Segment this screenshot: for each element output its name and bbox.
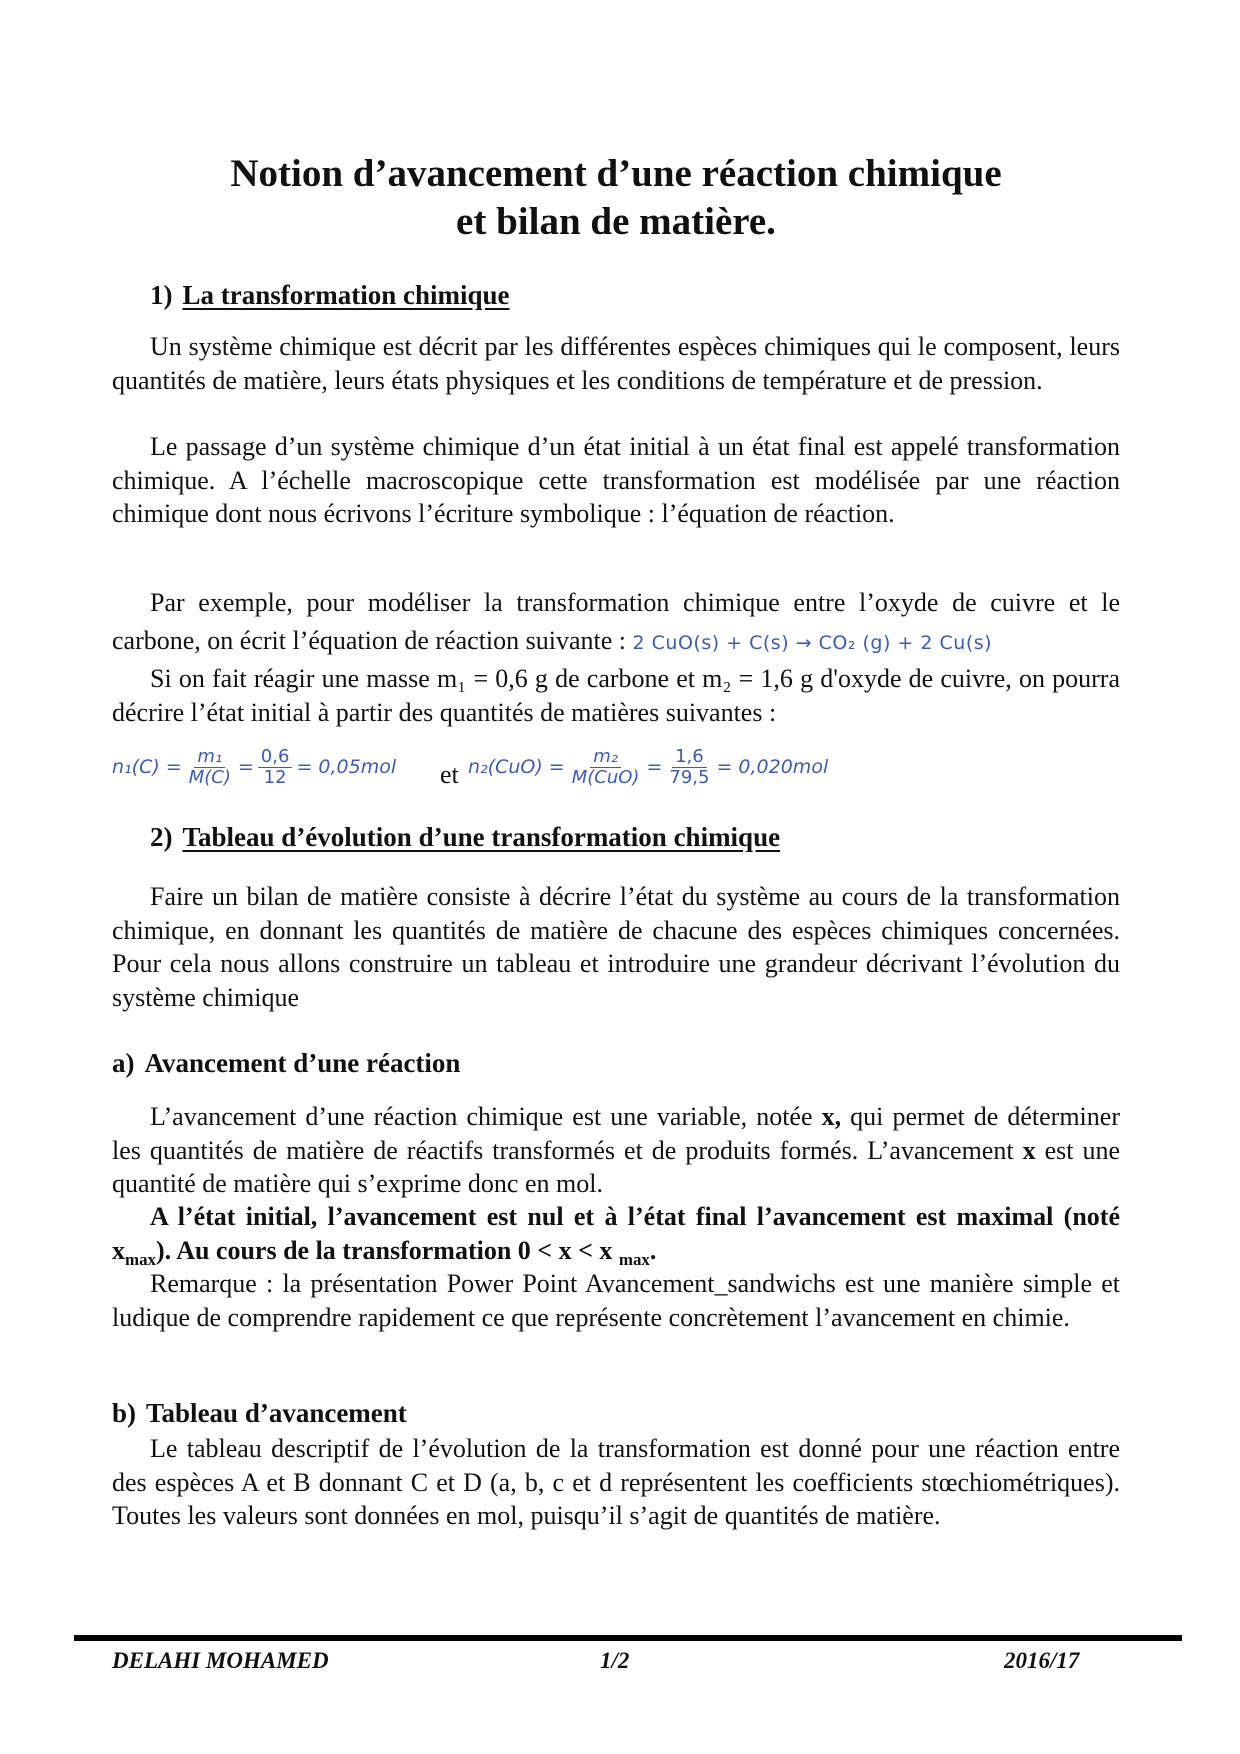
footer-year: 2016/17 [1004,1648,1080,1673]
fraction-denominator: M(C) [188,766,231,788]
mole-calculations [112,738,1120,796]
page-title [112,150,1120,246]
equals-sign: = [646,756,663,778]
fraction-numerator: m₂ [590,747,621,768]
section-1-number: 1) [150,280,173,310]
equals-sign: = [237,756,254,778]
title-line-2: et bilan de matière. [456,200,776,243]
footer-divider [74,1635,1182,1641]
subsection-a-paragraph-1 [112,1100,1120,1201]
fraction-denominator: 12 [263,766,287,788]
calc-copper-oxide [468,738,828,796]
calc-carbon-fraction-1 [186,747,234,788]
subscript-max: max [125,1249,156,1269]
connector-et: et [440,760,459,789]
calc-carbon-fraction-2 [258,747,293,788]
calc-copper-oxide-fraction-1 [569,747,643,788]
footer-author: DELAHI MOHAMED [112,1648,329,1673]
text-run: L’avancement d’une réaction chimique est une variable, notée [150,1102,822,1131]
reaction-equation: 2 CuO(s) + C(s) → CO₂ (g) + 2 Cu(s) [632,632,993,654]
subsection-b-heading [112,1398,407,1429]
text-run: . [649,1235,657,1265]
fraction-numerator: 1,6 [672,747,707,768]
calc-copper-oxide-lhs: n₂(CuO) = [468,756,565,778]
footer-page-number: 1/2 [600,1648,630,1673]
text-run: est une quantité de matière qui s’exprime donc en mol. [112,1135,1121,1198]
example-text: Par exemple, pour modéliser la transformation chimique entre l’oxyde de cuivre et le carbone, on écrit l’équation de réaction suivante : [112,588,1120,655]
section-2-title: Tableau d’évolution d’une transformation chimique [182,822,781,852]
subsection-b-paragraph-1: Le tableau descriptif de l’évolution de la transformation est donné pour une réaction entre des espèces A et B donnant C et D (a, b, c et d représentent les coefficients stœchiométriques). Toutes les valeurs sont données en mol, puisqu’il s’agit de quantités de matière. [112,1434,1120,1530]
calc-copper-oxide-result: = 0,020mol [716,756,829,778]
subscript-max: max [618,1249,650,1269]
fraction-denominator: 79,5 [669,766,710,788]
title-line-1: Notion d’avancement d’une réaction chimique [230,152,1002,195]
calc-carbon [112,738,396,796]
section-1-heading [150,280,510,311]
section-2-heading [150,822,780,853]
text-run: A l’état initial, l’avancement est nul et à l’état final l’avancement est maximal (noté x [112,1202,1120,1265]
variable-x: x, [821,1102,842,1131]
variable-x: x [1022,1135,1036,1165]
fraction-numerator: 0,6 [258,747,293,768]
subsection-b-title: Tableau d’avancement [146,1398,407,1428]
subsection-a-remark: Remarque : la présentation Power Point Avancement_sandwichs est une manière simple et ludique de comprendre rapidement ce que représente concrètement l’avancement en chimie. [112,1269,1120,1332]
text-run: qui permet de déterminer les quantités de matière de réactifs transformés et de produits formés. L’avancement [112,1102,1120,1165]
subsection-a-heading [112,1048,460,1079]
section-1-paragraph-4: Si on fait réagir une masse m₁ = 0,6 g de carbone et m₂ = 1,6 g d'oxyde de cuivre, on pourra décrire l’état initial à partir des quantités de matières suivantes : [112,664,1120,727]
subsection-b-number: b) [112,1398,137,1428]
section-2-number: 2) [150,822,173,852]
subsection-a-number: a) [112,1048,135,1078]
calc-carbon-result: = 0,05mol [296,756,397,778]
section-1-paragraph-3 [112,584,1120,662]
fraction-denominator: M(CuO) [571,766,640,788]
section-1-title: La transformation chimique [182,280,510,310]
section-1-paragraph-2: Le passage d’un système chimique d’un état initial à un état final est appelé transformation chimique. A l’échelle macroscopique cette transformation est modélisée par une réaction chimique dont nous écrivons l’écriture symbolique : l’équation de réaction. [112,432,1120,528]
subsection-a-key-statement [112,1200,1120,1276]
fraction-numerator: m₁ [194,747,225,768]
subsection-a-title: Avancement d’une réaction [144,1048,461,1078]
calc-copper-oxide-fraction-2 [666,747,712,788]
section-2-paragraph-1: Faire un bilan de matière consiste à décrire l’état du système au cours de la transformation chimique, en donnant les quantités de matière de chacune des espèces chimiques concernées. Pour cela nous allons construire un tableau et introduire une grandeur décrivant l’évolution du système chimique [112,882,1120,1012]
section-1-paragraph-1: Un système chimique est décrit par les différentes espèces chimiques qui le composent, leurs quantités de matière, leurs états physiques et les conditions de température et de pression. [112,332,1120,395]
calc-carbon-lhs: n₁(C) = [112,756,182,778]
text-run: ). Au cours de la transformation 0 < x < x [155,1235,613,1265]
